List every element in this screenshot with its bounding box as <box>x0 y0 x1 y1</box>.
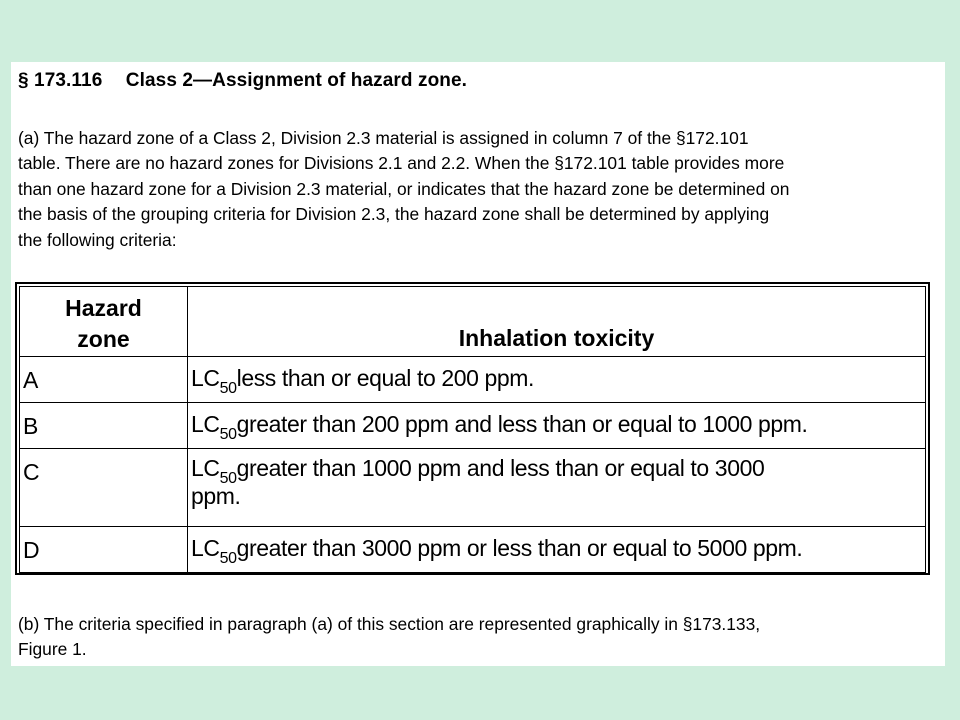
toxicity-text: less than or equal to 200 ppm. <box>236 365 535 391</box>
hazard-zone-table-frame <box>15 282 930 575</box>
lc-label: LC <box>191 411 220 437</box>
lc-subscript: 50 <box>219 380 237 397</box>
paragraph-b-line: Figure 1. <box>18 639 87 659</box>
header-inhalation-toxicity: Inhalation toxicity <box>188 287 926 357</box>
toxicity-text: greater than 1000 ppm and less than or equal to 3000 <box>236 455 765 481</box>
hazard-zone-table <box>19 286 926 573</box>
section-number: § 173.116 <box>18 70 103 91</box>
toxicity-cell <box>188 357 926 403</box>
lc-label: LC <box>191 455 220 481</box>
paragraph-b <box>18 612 933 662</box>
paragraph-a-line: table. There are no hazard zones for Divisions 2.1 and 2.2. When the §172.101 table provides more <box>18 153 785 174</box>
paragraph-a-line: (a) The hazard zone of a Class 2, Division 2.3 material is assigned in column 7 of the §172.101 <box>18 128 749 148</box>
table-row <box>20 449 926 527</box>
toxicity-cell <box>188 449 926 527</box>
toxicity-cell <box>188 527 926 573</box>
zone-cell: D <box>20 527 188 573</box>
lc-label: LC <box>191 365 220 391</box>
section-title: Class 2—Assignment of hazard zone. <box>125 70 468 91</box>
section-heading <box>18 70 467 92</box>
table-row <box>20 403 926 449</box>
lc-subscript: 50 <box>219 550 237 567</box>
document-page <box>11 62 945 666</box>
lc-subscript: 50 <box>219 426 237 443</box>
lc-label: LC <box>191 535 220 561</box>
table-row <box>20 357 926 403</box>
toxicity-text-continued: ppm. <box>191 483 241 509</box>
paragraph-a <box>18 126 933 253</box>
paragraph-a-line: the basis of the grouping criteria for Division 2.3, the hazard zone shall be determined by applying <box>18 204 770 225</box>
zone-cell: B <box>20 403 188 449</box>
header-hazard-zone <box>20 287 188 357</box>
zone-cell: C <box>20 449 188 527</box>
table-row <box>20 527 926 573</box>
paragraph-a-line: the following criteria: <box>18 229 177 250</box>
header-zone-line2: zone <box>77 326 130 352</box>
lc-subscript: 50 <box>219 470 237 487</box>
zone-cell: A <box>20 357 188 403</box>
paragraph-a-line: than one hazard zone for a Division 2.3 material, or indicates that the hazard zone be determined on <box>18 178 790 199</box>
toxicity-text: greater than 3000 ppm or less than or equal to 5000 ppm. <box>236 535 803 561</box>
paragraph-b-line: (b) The criteria specified in paragraph (a) of this section are represented graphically in §173.133, <box>18 614 761 634</box>
toxicity-text: greater than 200 ppm and less than or equal to 1000 ppm. <box>236 411 808 437</box>
header-zone-line1: Hazard <box>65 295 142 321</box>
toxicity-cell <box>188 403 926 449</box>
table-header-row <box>20 287 926 357</box>
